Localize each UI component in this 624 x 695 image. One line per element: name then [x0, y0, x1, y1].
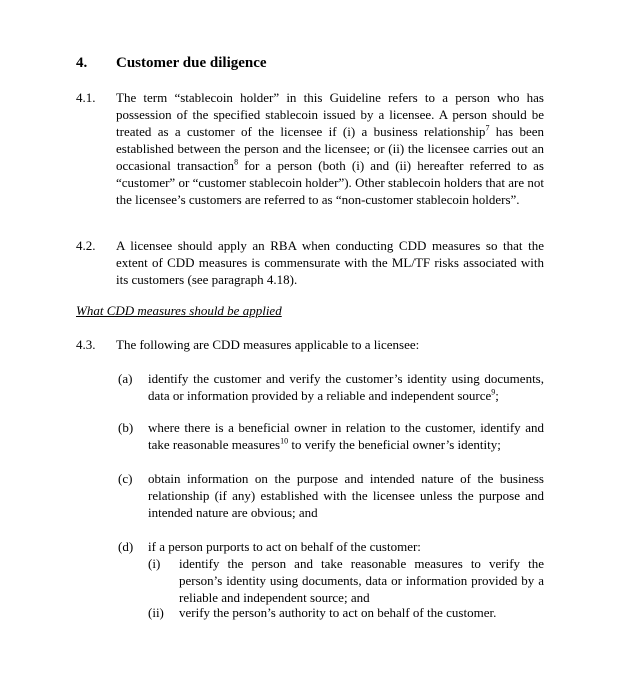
paragraph-number-4-2: 4.2.	[76, 238, 96, 253]
footnote-ref-7[interactable]: 7	[485, 123, 490, 133]
paragraph-4-1-text-part1: The term “stablecoin holder” in this Guideline refers to a person who has possession of the specified stablecoin issued by a licensee. A person should be treated as a customer of the licensee if (i) a business relationship	[116, 90, 544, 139]
item-d-ii-label: (ii)	[148, 605, 164, 620]
item-d-label: (d)	[118, 539, 134, 554]
footnote-ref-8[interactable]: 8	[234, 157, 239, 167]
item-a	[148, 370, 544, 404]
item-a-text-part1: identify the customer and verify the customer’s identity using documents, data or information provided by a reliable and independent source	[148, 371, 544, 403]
item-c-label: (c)	[118, 471, 133, 486]
footnote-ref-10[interactable]: 10	[280, 436, 289, 446]
item-b	[148, 419, 544, 453]
item-d-i: identify the person and take reasonable measures to verify the person’s identity using documents, data or information provided by a reliable and independent source; and	[179, 556, 544, 605]
paragraph-number-4-3: 4.3.	[76, 337, 96, 352]
item-d: if a person purports to act on behalf of the customer:	[148, 539, 421, 554]
item-d-ii: verify the person’s authority to act on behalf of the customer.	[179, 605, 497, 620]
item-a-text-part2: ;	[495, 388, 499, 403]
item-d-i-label: (i)	[148, 556, 161, 571]
paragraph-4-3: The following are CDD measures applicable to a licensee:	[116, 337, 420, 352]
paragraph-4-1-text-part3: for a person (both (i) and (ii) hereafter referred to as “customer” or “customer stablecoin holder”). Other stablecoin holders that are not the licensee’s customers are referred to as “non-customer stablecoin holders”.	[116, 158, 544, 207]
paragraph-4-1	[116, 89, 544, 208]
paragraph-4-1-text-part2: has been established between the person and the licensee; or (ii) the licensee carries out an occasional transaction	[116, 124, 545, 173]
paragraph-number-4-1: 4.1.	[76, 90, 96, 105]
section-number: 4.	[76, 55, 88, 71]
item-c: obtain information on the purpose and intended nature of the business relationship (if any) established with the licensee unless the purpose and intended nature are obvious; and	[148, 471, 544, 520]
section-title: Customer due diligence	[116, 55, 267, 71]
footnote-ref-9[interactable]: 9	[491, 387, 496, 397]
item-b-label: (b)	[118, 420, 134, 435]
subheading-cdd-measures: What CDD measures should be applied	[76, 303, 282, 318]
item-b-text-part1: where there is a beneficial owner in relation to the customer, identify and take reasonable measures	[148, 420, 544, 452]
item-b-text-part2: to verify the beneficial owner’s identity;	[288, 437, 501, 452]
item-a-label: (a)	[118, 371, 133, 386]
paragraph-4-2: A licensee should apply an RBA when conducting CDD measures so that the extent of CDD measures is commensurate with the ML/TF risks associated with its customers (see paragraph 4.18).	[116, 238, 544, 287]
